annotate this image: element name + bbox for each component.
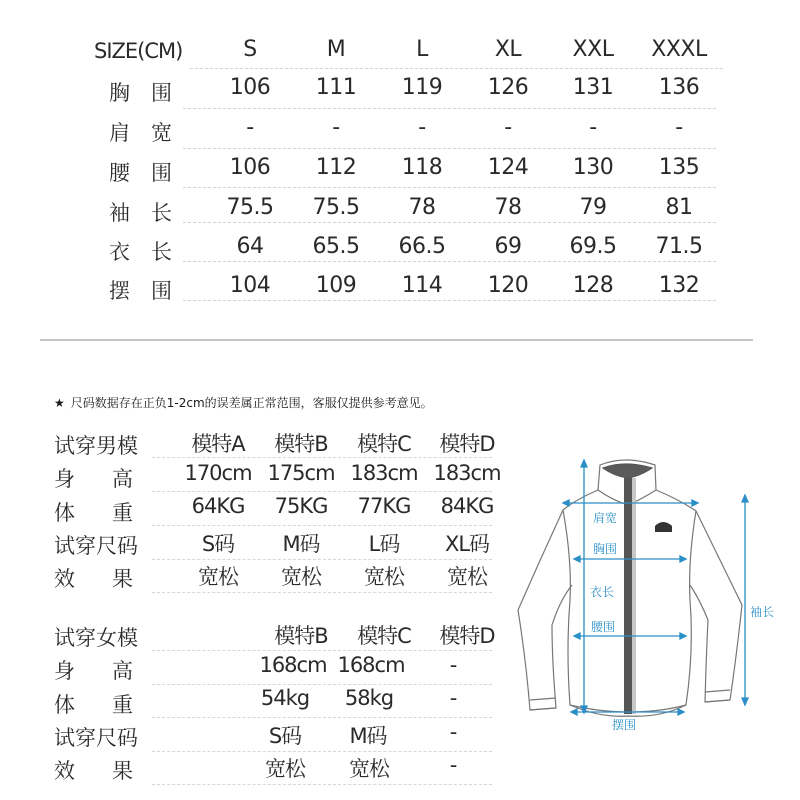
size-col-xxl: XXL bbox=[572, 37, 614, 62]
size-col-xl: XL bbox=[494, 37, 522, 62]
cell: 79 bbox=[579, 195, 607, 220]
model-b-header: 模特B bbox=[274, 432, 328, 456]
cell: 112 bbox=[315, 155, 357, 180]
cell: 宽松 bbox=[281, 565, 321, 589]
row-divider bbox=[183, 187, 716, 188]
size-row-chest: 胸 围 106 111 119 126 131 136 bbox=[0, 75, 800, 115]
cell: M码 bbox=[282, 532, 320, 556]
female-weight-row: 体 重 54kg 58kg - bbox=[0, 686, 500, 719]
size-row-waist: 腰 围 106 112 118 124 130 135 bbox=[0, 155, 800, 195]
cell: 126 bbox=[487, 75, 529, 100]
cell: - bbox=[675, 115, 683, 140]
female-models-title: 试穿女模 bbox=[54, 626, 138, 650]
cell: 54kg bbox=[260, 686, 310, 710]
cell: 114 bbox=[401, 273, 443, 298]
model-d-header: 模特D bbox=[439, 432, 495, 456]
size-col-xxxl: XXXL bbox=[651, 37, 707, 62]
female-header-row bbox=[0, 620, 500, 653]
cell: 78 bbox=[408, 195, 436, 220]
cell: S码 bbox=[201, 532, 235, 556]
cell: 宽松 bbox=[349, 757, 389, 781]
row-divider bbox=[183, 108, 716, 109]
row-divider bbox=[152, 491, 492, 492]
row-divider bbox=[152, 559, 492, 560]
cell: 宽松 bbox=[447, 565, 487, 589]
female-size-row: 试穿尺码 S码 M码 - bbox=[0, 720, 500, 753]
male-weight-row: 体 重 64KG 75KG 77KG 84KG bbox=[0, 494, 500, 527]
cell: - bbox=[449, 753, 457, 777]
row-divider bbox=[152, 684, 492, 685]
cell: 75KG bbox=[274, 494, 328, 518]
cell: 106 bbox=[229, 75, 271, 100]
body-length-label: 衣长 bbox=[590, 585, 615, 599]
row-divider bbox=[183, 300, 716, 301]
row-divider bbox=[183, 261, 716, 262]
model-a-header: 模特A bbox=[191, 432, 245, 456]
row-divider bbox=[190, 68, 723, 69]
female-fit-row: 效 果 宽松 宽松 - bbox=[0, 753, 500, 786]
brand-logo-icon bbox=[655, 522, 672, 532]
cell: - bbox=[332, 115, 340, 140]
shoulder-width-label: 肩宽 bbox=[593, 511, 618, 525]
model-c-header: 模特C bbox=[357, 624, 411, 648]
male-size-row: 试穿尺码 S码 M码 L码 XL码 bbox=[0, 528, 500, 561]
size-row-hem: 摆 围 104 109 114 120 128 132 bbox=[0, 273, 800, 313]
cell: 104 bbox=[229, 273, 271, 298]
cell: 69 bbox=[494, 234, 522, 259]
cell: L码 bbox=[368, 532, 400, 556]
note-text: 尺码数据存在正负1-2cm的误差属正常范围，客服仅提供参考意见。 bbox=[70, 396, 433, 410]
row-divider bbox=[152, 525, 492, 526]
sleeve-length-label: 袖长 bbox=[750, 605, 775, 619]
cell: 119 bbox=[401, 75, 443, 100]
size-col-s: S bbox=[243, 37, 257, 62]
cell: 183cm bbox=[350, 461, 418, 485]
cell: 120 bbox=[487, 273, 529, 298]
cell: 71.5 bbox=[655, 234, 703, 259]
size-col-l: L bbox=[416, 37, 428, 62]
size-header-row bbox=[0, 36, 800, 76]
cell: 183cm bbox=[433, 461, 501, 485]
model-c-header: 模特C bbox=[357, 432, 411, 456]
cell: 78 bbox=[494, 195, 522, 220]
model-b-header: 模特B bbox=[274, 624, 328, 648]
jacket-measurement-diagram bbox=[505, 455, 800, 745]
cell: 136 bbox=[658, 75, 700, 100]
cell: - bbox=[589, 115, 597, 140]
cell: 58kg bbox=[344, 686, 394, 710]
cell: 131 bbox=[572, 75, 614, 100]
cell: - bbox=[418, 115, 426, 140]
cell: 130 bbox=[572, 155, 614, 180]
size-row-sleeve: 袖 长 75.5 75.5 78 78 79 81 bbox=[0, 195, 800, 235]
cell: 118 bbox=[401, 155, 443, 180]
cell: 132 bbox=[658, 273, 700, 298]
cell: - bbox=[246, 115, 254, 140]
male-height-row: 身 高 170cm 175cm 183cm 183cm bbox=[0, 461, 500, 494]
female-height-row: 身 高 168cm 168cm - bbox=[0, 653, 500, 686]
cell: 69.5 bbox=[569, 234, 617, 259]
row-divider bbox=[152, 457, 492, 458]
row-divider bbox=[152, 717, 492, 718]
cell: 170cm bbox=[184, 461, 252, 485]
cell: 135 bbox=[658, 155, 700, 180]
size-col-m: M bbox=[326, 37, 346, 62]
cell: - bbox=[449, 653, 457, 677]
cell: 109 bbox=[315, 273, 357, 298]
cell: - bbox=[504, 115, 512, 140]
male-header-row bbox=[0, 428, 500, 461]
cell: 66.5 bbox=[398, 234, 446, 259]
row-divider bbox=[152, 751, 492, 752]
size-disclaimer-note bbox=[54, 394, 433, 411]
cell: - bbox=[449, 720, 457, 744]
size-header-label: SIZE(CM) bbox=[94, 39, 183, 63]
cell: 111 bbox=[315, 75, 357, 100]
size-row-length: 衣 长 64 65.5 66.5 69 69.5 71.5 bbox=[0, 234, 800, 274]
cell: 宽松 bbox=[265, 757, 305, 781]
model-d-header: 模特D bbox=[439, 624, 495, 648]
cell: 168cm bbox=[259, 653, 327, 677]
cell: S码 bbox=[268, 724, 302, 748]
cell: 75.5 bbox=[312, 195, 360, 220]
star-icon: ★ bbox=[54, 396, 65, 410]
cell: 宽松 bbox=[364, 565, 404, 589]
cell: 75.5 bbox=[226, 195, 274, 220]
cell: 64KG bbox=[191, 494, 245, 518]
cell: 宽松 bbox=[198, 565, 238, 589]
hem-label: 摆围 bbox=[612, 718, 637, 732]
cell: 175cm bbox=[267, 461, 335, 485]
cell: 124 bbox=[487, 155, 529, 180]
chest-label: 胸围 bbox=[593, 542, 618, 556]
cell: 64 bbox=[236, 234, 264, 259]
cell: M码 bbox=[349, 724, 387, 748]
cell: 65.5 bbox=[312, 234, 360, 259]
row-divider bbox=[152, 784, 492, 785]
jacket-outline-icon bbox=[505, 455, 800, 745]
section-divider bbox=[40, 339, 753, 341]
cell: 128 bbox=[572, 273, 614, 298]
row-divider bbox=[152, 592, 492, 593]
cell: XL码 bbox=[444, 532, 490, 556]
cell: 81 bbox=[665, 195, 693, 220]
row-divider bbox=[183, 148, 716, 149]
cell: - bbox=[449, 686, 457, 710]
row-divider bbox=[183, 222, 716, 223]
cell: 84KG bbox=[440, 494, 494, 518]
size-row-shoulder: 肩 宽 - - - - - - bbox=[0, 115, 800, 155]
cell: 168cm bbox=[337, 653, 405, 677]
cell: 106 bbox=[229, 155, 271, 180]
cell: 77KG bbox=[357, 494, 411, 518]
male-fit-row: 效 果 宽松 宽松 宽松 宽松 bbox=[0, 561, 500, 594]
male-models-title: 试穿男模 bbox=[54, 434, 138, 458]
waist-label: 腰围 bbox=[591, 620, 616, 634]
row-divider bbox=[152, 650, 492, 651]
